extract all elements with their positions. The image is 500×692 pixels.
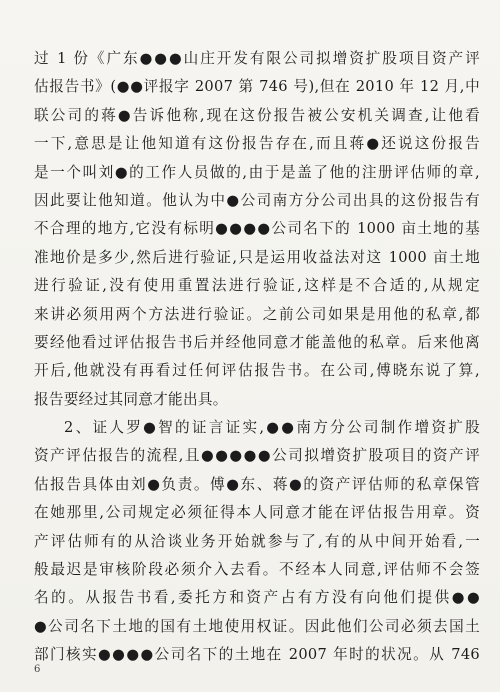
text-line: 过 1 份《广东●●●山庄开发有限公司拟增资扩股项目资产评	[34, 50, 480, 67]
text-line: 2、证人罗●智的证言证实,●●南方分公司制作增资扩股	[64, 419, 480, 437]
text-line: ●公司名下土地的国有土地使用权证。因此他们公司必须去国土	[34, 617, 480, 635]
text-line: 名的。从报告书看,委托方和资产占有方没有向他们提供●●	[34, 589, 480, 607]
text-line: 估报告书》(●●评报字 2007 第 746 号),但在 2010 年 12 月,中	[34, 78, 480, 96]
page-number: 6	[34, 664, 41, 675]
text-line: 进行验证,没有使用重置法进行验证,这样是不合适的,从规定	[34, 277, 480, 295]
text-line: 准地价是多少,然后进行验证,只是运用收益法对这 1000 亩土地	[34, 248, 480, 266]
text-line: 来讲必须用两个方法进行验证。之前公司如果是用他的私章,都	[34, 305, 480, 323]
text-line: 估报告具体由刘●负责。傅●东、蒋●的资产评估师的私章保管	[34, 475, 480, 493]
text-line: 资产评估报告的流程,且●●●●●公司拟增资扩股项目的资产评	[34, 447, 480, 465]
text-line: 因此要让他知道。他认为中●公司南方分公司出具的这份报告有	[34, 191, 480, 209]
text-line: 联公司的蒋●告诉他称,现在这份报告被公安机关调查,让他看	[34, 106, 480, 124]
text-line: 在她那里,公司规定必须征得本人同意才能在评估报告用章。资	[34, 504, 480, 522]
text-line: 要经他看过评估报告书后并经他同意才能盖他的私章。后来他离	[34, 333, 480, 351]
text-line: 是一个叫刘●的工作人员做的,由于是盖了他的注册评估师的章,	[34, 163, 480, 181]
text-line: 一下,意思是让他知道有这份报告存在,而且蒋●还说这份报告	[34, 135, 480, 153]
body-text	[34, 45, 480, 670]
text-line: 不合理的地方,它没有标明●●●●公司名下的 1000 亩土地的基	[34, 220, 480, 238]
text-line: 产评估师有的从洽谈业务开始就参与了,有的从中间开始看,一	[34, 532, 480, 550]
text-line: 开后,他就没有再看过任何评估报告书。在公司,傅晓东说了算,	[34, 362, 480, 380]
text-line: 报告要经过其同意才能出具。	[34, 390, 228, 408]
text-line: 般最迟是审核阶段必须介入去看。不经本人同意,评估师不会签	[34, 561, 480, 579]
text-line: 部门核实●●●●公司名下的土地在 2007 年时的状况。从 746	[34, 646, 480, 664]
